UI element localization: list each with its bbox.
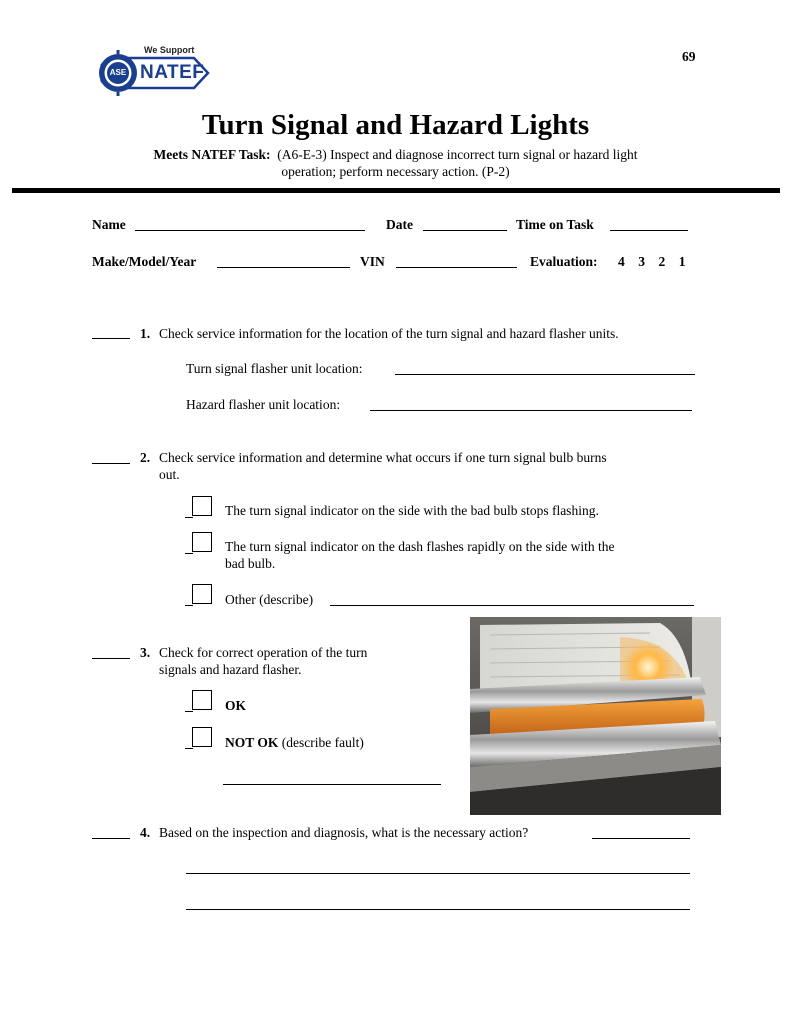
date-field[interactable] [423, 230, 507, 231]
step1-number: 1. [140, 326, 151, 341]
ok-blank [185, 711, 193, 712]
option1-blank [185, 517, 193, 518]
turn-flasher-field[interactable] [395, 374, 695, 375]
not-ok-blank [185, 748, 193, 749]
option1-text: The turn signal indicator on the side with the bad bulb stops flashing. [225, 503, 599, 518]
logo-badge-text: ASE [109, 68, 127, 77]
step2-blank[interactable] [92, 463, 130, 464]
step3-blank[interactable] [92, 658, 130, 659]
task-text-line1: (A6-E-3) Inspect and diagnose incorrect turn signal or hazard light [277, 147, 638, 162]
step3-text-line1: Check for correct operation of the turn [159, 645, 368, 660]
not-ok-rest: (describe fault) [278, 735, 364, 750]
vin-label: VIN [360, 254, 385, 269]
step4-blank[interactable] [92, 838, 130, 839]
option2-checkbox[interactable] [192, 532, 212, 552]
ok-checkbox[interactable] [192, 690, 212, 710]
time-field[interactable] [610, 230, 688, 231]
task-label: Meets NATEF Task: [153, 147, 271, 162]
make-field[interactable] [217, 267, 350, 268]
option3-describe-field[interactable] [330, 605, 694, 606]
turn-signal-photo [470, 617, 721, 815]
turn-flasher-label: Turn signal flasher unit location: [186, 361, 363, 376]
time-label: Time on Task [516, 217, 594, 232]
evaluation-label: Evaluation: [530, 254, 598, 269]
step4-text: Based on the inspection and diagnosis, what is the necessary action? [159, 825, 529, 840]
step2-text-line2: out. [159, 467, 180, 482]
task-text-line2: operation; perform necessary action. (P-2) [281, 164, 510, 179]
hazard-flasher-field[interactable] [370, 410, 692, 411]
step2-number: 2. [140, 450, 151, 465]
option3-checkbox[interactable] [192, 584, 212, 604]
vin-field[interactable] [396, 267, 517, 268]
header-divider [12, 188, 780, 193]
task-description [0, 146, 791, 163]
step1-text: Check service information for the location of the turn signal and hazard flasher units. [159, 326, 619, 341]
step3-text-line2: signals and hazard flasher. [159, 662, 302, 677]
logo-top-text: We Support [144, 45, 195, 55]
turn-signal-photo-graphic [470, 617, 721, 815]
option3-blank [185, 605, 193, 606]
evaluation-scores: 4 3 2 1 [618, 254, 686, 269]
step2-text-line1: Check service information and determine what occurs if one turn signal bulb burns [159, 450, 607, 465]
step1-blank[interactable] [92, 338, 130, 339]
not-ok-bold: NOT OK [225, 735, 279, 750]
not-ok-checkbox[interactable] [192, 727, 212, 747]
option2-blank [185, 553, 193, 554]
make-label: Make/Model/Year [92, 254, 197, 269]
page-title: Turn Signal and Hazard Lights [201, 109, 590, 141]
date-label: Date [386, 217, 413, 232]
step3-number: 3. [140, 645, 151, 660]
page-number: 69 [682, 49, 696, 64]
step4-number: 4. [140, 825, 151, 840]
ok-label: OK [225, 698, 247, 713]
name-label: Name [92, 217, 126, 232]
name-field[interactable] [135, 230, 365, 231]
fault-description-field[interactable] [223, 784, 441, 785]
option1-checkbox[interactable] [192, 496, 212, 516]
option2-text-line1: The turn signal indicator on the dash flashes rapidly on the side with the [225, 539, 615, 554]
not-ok-label [225, 734, 364, 751]
natef-logo [96, 44, 214, 102]
option2-text-line2: bad bulb. [225, 556, 276, 571]
hazard-flasher-label: Hazard flasher unit location: [186, 397, 341, 412]
step4-answer-line1[interactable] [186, 873, 690, 874]
logo-brand-text: NATEF [140, 62, 205, 83]
step4-answer-inline[interactable] [592, 838, 690, 839]
option3-text: Other (describe) [225, 592, 314, 607]
step4-answer-line2[interactable] [186, 909, 690, 910]
